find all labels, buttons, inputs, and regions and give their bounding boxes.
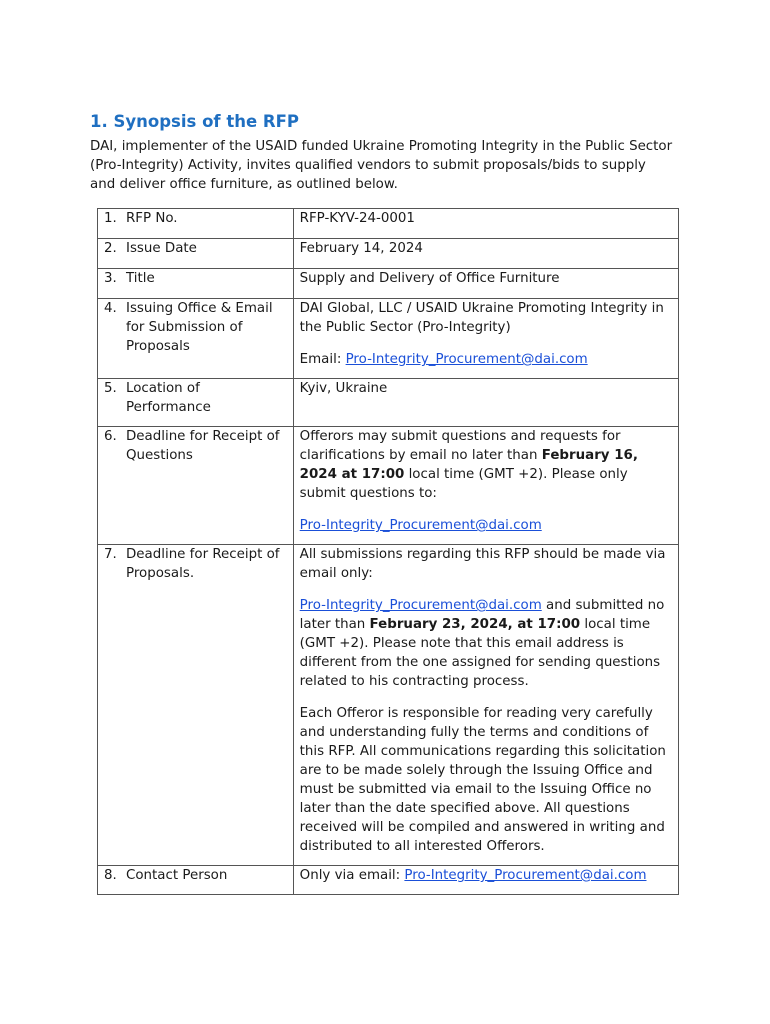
deadline-bold: February 16, 2024 at 17:00: [299, 448, 638, 482]
issuing-office-value: DAI Global, LLC / USAID Ukraine Promoting Integrity in the Public Sector (Pro-Integrity): [299, 301, 664, 335]
row-label-cell: [98, 427, 294, 545]
issuing-email-line: [300, 350, 672, 369]
questions-deadline-text: [300, 427, 672, 503]
row-number: 4.: [104, 301, 117, 316]
row-number: 5.: [104, 381, 117, 396]
row-number: 6.: [104, 429, 117, 444]
email-link[interactable]: Pro-Integrity_Procurement@dai.com: [345, 352, 588, 367]
title-value: Supply and Delivery of Office Furniture: [299, 271, 560, 286]
row-label: Title: [126, 271, 155, 286]
deadline-bold: February 23, 2024, at 17:00: [369, 617, 581, 632]
text-fragment: and submitted no later than: [299, 598, 665, 632]
text-fragment: Offerors may submit questions and requests for clarifications by email no later than: [299, 429, 621, 463]
rfp-number-value: RFP-KYV-24-0001: [299, 211, 415, 226]
row-value-cell: [293, 239, 678, 269]
row-label: Issue Date: [126, 241, 197, 256]
issue-date-value: February 14, 2024: [299, 241, 423, 256]
row-number: 1.: [104, 211, 117, 226]
row-value-cell: [293, 379, 678, 427]
row-label: RFP No.: [126, 211, 178, 226]
row-value-cell: [293, 545, 678, 866]
email-link[interactable]: Pro-Integrity_Procurement@dai.com: [299, 518, 542, 533]
text-fragment: Only via email:: [299, 868, 405, 883]
table-row: [98, 299, 679, 379]
row-label-cell: [98, 269, 294, 299]
table-row: [98, 209, 679, 239]
row-label-cell: [98, 545, 294, 866]
row-number: 2.: [104, 241, 117, 256]
row-label: Deadline for Receipt of Proposals.: [126, 547, 280, 581]
email-link[interactable]: Pro-Integrity_Procurement@dai.com: [404, 868, 647, 883]
email-prefix: Email:: [299, 352, 346, 367]
text-fragment: local time (GMT +2). Please note that this email address is different from the one assigned for sending questions related to his contracting process.: [299, 617, 661, 689]
row-label-cell: [98, 379, 294, 427]
contact-line: [300, 866, 672, 885]
row-label-cell: [98, 239, 294, 269]
row-label: Location of Performance: [126, 381, 211, 415]
questions-email-line: [300, 516, 672, 535]
text-fragment: local time (GMT +2). Please only submit questions to:: [299, 467, 628, 501]
row-label: Issuing Office & Email for Submission of Proposals: [126, 301, 273, 354]
table-row: [98, 427, 679, 545]
table-row: [98, 379, 679, 427]
intro-paragraph: DAI, implementer of the USAID funded Ukraine Promoting Integrity in the Public Sector (Pro-Integrity) Activity, invites qualified vendors to submit proposals/bids to supply and deliver office furniture, as outlined below.: [90, 139, 673, 192]
table-row: [98, 545, 679, 866]
row-label: Deadline for Receipt of Questions: [126, 429, 280, 463]
offeror-responsibility-text: Each Offeror is responsible for reading very carefully and understanding fully the terms and conditions of this RFP. All communications regarding this solicitation are to be made solely through the Issuing Office and must be submitted via email to the Issuing Office no later than the date specified above. All questions received will be compiled and answered in writing and distributed to all interested Offerors.: [299, 706, 666, 854]
submission-deadline-text: [300, 596, 672, 691]
row-label-cell: [98, 866, 294, 895]
section-heading: 1. Synopsis of the RFP: [90, 112, 299, 131]
table-row: [98, 239, 679, 269]
row-label-cell: [98, 299, 294, 379]
submission-intro: All submissions regarding this RFP should be made via email only:: [299, 547, 666, 581]
row-number: 8.: [104, 868, 117, 883]
row-value-cell: [293, 269, 678, 299]
row-value-cell: [293, 866, 678, 895]
location-value: Kyiv, Ukraine: [299, 381, 388, 396]
row-label: Contact Person: [126, 868, 228, 883]
table-row: [98, 269, 679, 299]
email-link[interactable]: Pro-Integrity_Procurement@dai.com: [299, 598, 542, 613]
table-row: [98, 866, 679, 895]
row-number: 7.: [104, 547, 117, 562]
row-value-cell: [293, 299, 678, 379]
row-label-cell: [98, 209, 294, 239]
row-number: 3.: [104, 271, 117, 286]
row-value-cell: [293, 427, 678, 545]
row-value-cell: [293, 209, 678, 239]
rfp-synopsis-table: [97, 208, 679, 895]
